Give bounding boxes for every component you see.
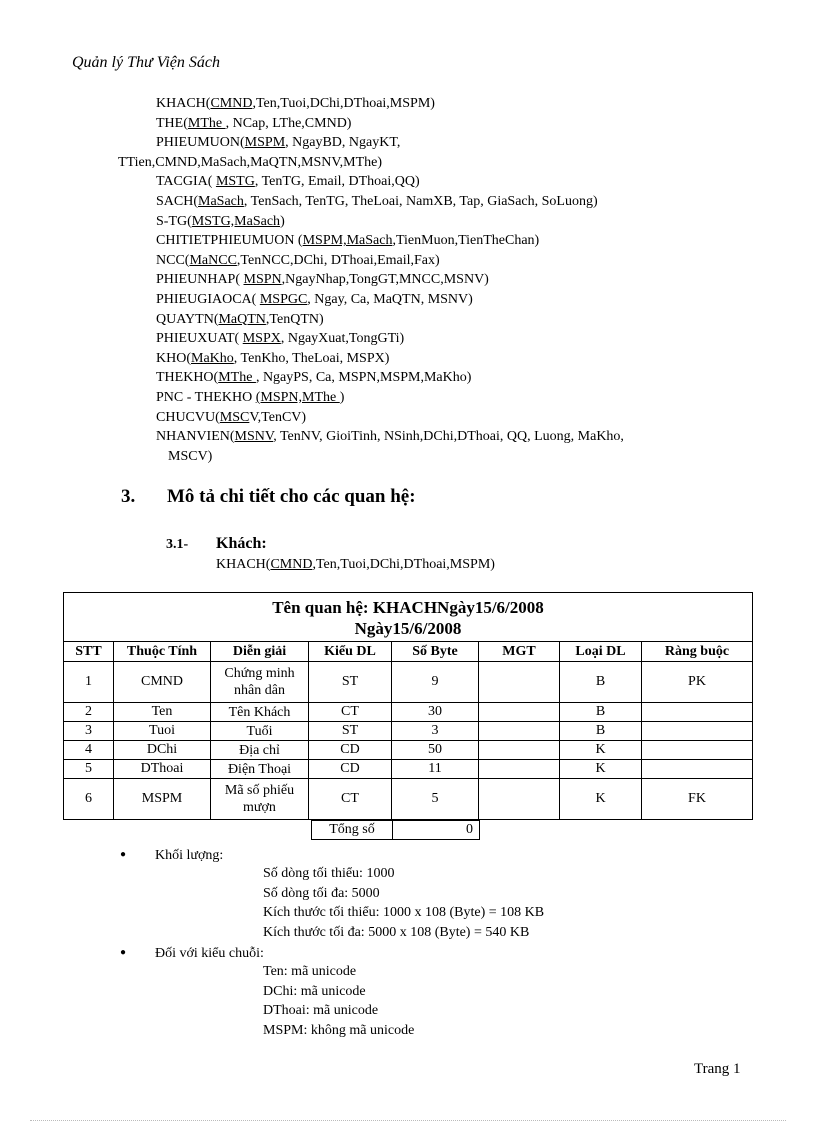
column-header: Loại DL [560,642,642,662]
cell-attr: MSPM [114,779,211,820]
cell-type: ST [309,662,392,703]
section-title: Mô tả chi tiết cho các quan hệ: [167,486,416,507]
schema-line: CHUCVU(MSCV,TenCV) [156,409,307,425]
cell-attr: DChi [114,741,211,760]
string-type-bullet [120,943,264,964]
table-row [64,703,753,722]
volume-bullet [120,845,223,866]
cell-type: ST [309,722,392,741]
cell-mgt [479,662,560,703]
cell-type: CT [309,779,392,820]
table-row [64,741,753,760]
cell-attr: CMND [114,662,211,703]
cell-type: CD [309,760,392,779]
schema-line: TACGIA( MSTG, TenTG, Email, DThoai,QQ) [156,174,420,190]
bullet-icon: ● [120,947,127,958]
column-header: Ràng buộc [642,642,753,662]
cell-mgt [479,760,560,779]
table-total-row [311,820,480,840]
table-title: Tên quan hệ: KHACHNgày15/6/2008 [272,598,544,617]
cell-stt: 3 [64,722,114,741]
cell-desc: Mã số phiếu mượn [211,779,309,820]
cell-constraint [642,703,753,722]
schema-line: PNC - THEKHO (MSPN,MThe ) [156,389,345,405]
column-header: STT [64,642,114,662]
subsection-title: Khách: [216,535,267,552]
subsection-schema: KHACH(CMND,Ten,Tuoi,DChi,DThoai,MSPM) [216,557,495,572]
cell-mgt [479,741,560,760]
schema-line: PHIEUMUON(MSPM, NgayBD, NgayKT, [156,135,401,151]
detail-line: Số dòng tối thiểu: 1000 [263,866,395,881]
relation-detail-table [63,592,753,820]
cell-constraint: PK [642,662,753,703]
table-title-cell [64,593,753,642]
schema-line: KHACH(CMND,Ten,Tuoi,DChi,DThoai,MSPM) [156,96,435,111]
schema-line: MSCV) [168,448,213,464]
schema-line: KHO(MaKho, TenKho, TheLoai, MSPX) [156,350,390,366]
section-number: 3. [121,486,136,507]
table-row [64,662,753,703]
cell-stt: 2 [64,703,114,722]
schema-line: THEKHO(MThe , NgayPS, Ca, MSPN,MSPM,MaKho) [156,370,472,386]
detail-line: MSPM: không mã unicode [263,1022,415,1038]
cell-kind: B [560,722,642,741]
cell-attr: DThoai [114,760,211,779]
cell-bytes: 11 [392,760,479,779]
cell-desc: Tên Khách [211,703,309,722]
section-3-heading [121,487,416,507]
detail-line: Kích thước tối đa: 5000 x 108 (Byte) = 540 KB [263,924,530,940]
cell-desc: Điện Thoại [211,760,309,779]
cell-stt: 1 [64,662,114,703]
volume-label: Khối lượng: [155,848,224,863]
document-header-title: Quản lý Thư Viện Sách [72,54,220,71]
table-row [64,760,753,779]
schema-line: PHIEUXUAT( MSPX, NgayXuat,TongGTi) [156,331,405,347]
cell-desc: Chứng minh nhân dân [211,662,309,703]
table-row [64,779,753,820]
table-row [64,722,753,741]
cell-stt: 6 [64,779,114,820]
string-type-label: Đối với kiểu chuỗi: [155,946,264,961]
total-label: Tổng số [312,821,393,840]
string-type-details [263,962,414,1040]
cell-stt: 5 [64,760,114,779]
cell-mgt [479,722,560,741]
cell-bytes: 50 [392,741,479,760]
schema-line: NCC(MaNCC,TenNCC,DChi, DThoai,Email,Fax) [156,252,440,268]
cell-kind: B [560,703,642,722]
cell-constraint [642,741,753,760]
page-bottom-rule [30,1120,786,1121]
cell-stt: 4 [64,741,114,760]
cell-mgt [479,779,560,820]
cell-constraint [642,760,753,779]
cell-desc: Địa chỉ [211,741,309,760]
column-header: Kiểu DL [309,642,392,662]
schema-line: NHANVIEN(MSNV, TenNV, GioiTinh, NSinh,DChi,DThoai, QQ, Luong, MaKho, [156,429,624,445]
detail-line: DChi: mã unicode [263,983,366,999]
cell-bytes: 9 [392,662,479,703]
cell-kind: K [560,779,642,820]
cell-constraint [642,722,753,741]
schema-line: S-TG(MSTG,MaSach) [156,213,285,229]
subsection-number: 3.1- [166,537,189,552]
volume-details [263,864,544,942]
schema-line: TTien,CMND,MaSach,MaQTN,MSNV,MThe) [118,154,383,170]
cell-type: CD [309,741,392,760]
cell-constraint: FK [642,779,753,820]
bullet-icon: ● [120,849,127,860]
cell-desc: Tuổi [211,722,309,741]
cell-kind: K [560,741,642,760]
schema-line: PHIEUGIAOCA( MSPGC, Ngay, Ca, MaQTN, MSNV) [156,291,473,307]
detail-line: DThoai: mã unicode [263,1003,379,1019]
detail-line: Kích thước tối thiểu: 1000 x 108 (Byte) = 108 KB [263,905,545,921]
column-header: Thuộc Tính [114,642,211,662]
cell-attr: Ten [114,703,211,722]
relation-schema-list [118,94,718,466]
detail-line: Ten: mã unicode [263,964,357,979]
schema-line: QUAYTN(MaQTN,TenQTN) [156,311,324,327]
cell-kind: K [560,760,642,779]
cell-attr: Tuoi [114,722,211,741]
column-header: MGT [479,642,560,662]
page-number: Trang 1 [694,1061,741,1077]
schema-line: THE(MThe , NCap, LThe,CMND) [156,115,352,131]
column-header: Số Byte [392,642,479,662]
cell-bytes: 5 [392,779,479,820]
column-header: Diễn giải [211,642,309,662]
schema-line: PHIEUNHAP( MSPN,NgayNhap,TongGT,MNCC,MSNV) [156,272,489,288]
cell-type: CT [309,703,392,722]
table-date: Ngày15/6/2008 [354,619,462,638]
cell-bytes: 3 [392,722,479,741]
table-header-row [64,642,753,662]
cell-mgt [479,703,560,722]
subsection-3-1-heading [166,534,267,555]
detail-line: Số dòng tối đa: 5000 [263,885,380,901]
total-value: 0 [393,821,480,840]
cell-kind: B [560,662,642,703]
schema-line: CHITIETPHIEUMUON (MSPM,MaSach,TienMuon,TienTheChan) [156,233,540,249]
schema-line: SACH(MaSach, TenSach, TenTG, TheLoai, NamXB, Tap, GiaSach, SoLuong) [156,193,598,209]
cell-bytes: 30 [392,703,479,722]
